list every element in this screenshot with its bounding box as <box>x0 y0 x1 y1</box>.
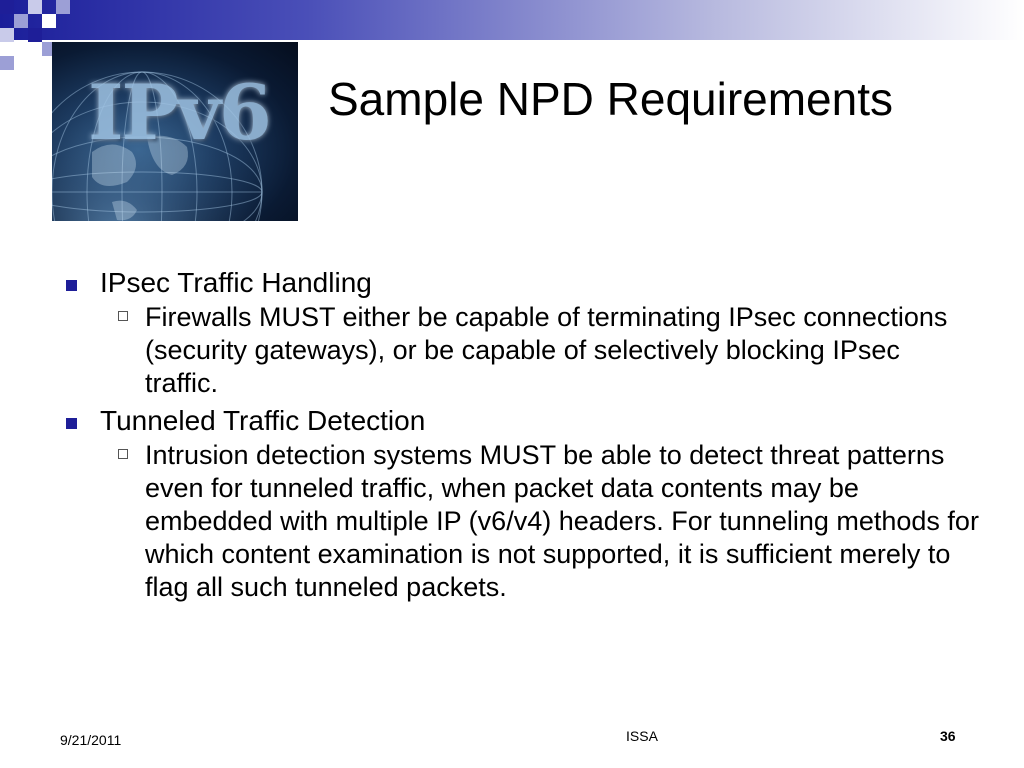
list-item <box>60 266 980 300</box>
header-gradient-band <box>0 0 1024 40</box>
footer-center-text: ISSA <box>626 728 658 744</box>
sub-list-item-text: Intrusion detection systems MUST be able to detect threat patterns even for tunneled traffic, when packet data contents may be embedded with multiple IP (v6/v4) headers. For tunneling methods for which content examination is not supported, it is sufficient merely to flag all such tunneled packets. <box>145 440 979 602</box>
corner-square <box>56 0 70 14</box>
corner-square <box>28 28 42 42</box>
corner-square <box>0 0 14 14</box>
square-bullet-icon <box>66 280 77 291</box>
ipv6-globe-logo <box>52 42 298 221</box>
corner-square <box>42 14 56 28</box>
list-item <box>60 404 980 438</box>
sub-list-item <box>60 439 980 604</box>
page-number: 36 <box>940 728 956 744</box>
hollow-square-bullet-icon <box>118 449 128 459</box>
page-title: Sample NPD Requirements <box>328 73 894 125</box>
corner-square <box>0 28 14 42</box>
hollow-square-bullet-icon <box>118 311 128 321</box>
corner-square <box>28 0 42 14</box>
footer-date: 9/21/2011 <box>60 732 122 748</box>
corner-square <box>14 14 28 28</box>
corner-square <box>0 56 14 70</box>
logo-wordmark: IPv6 <box>88 68 270 157</box>
list-item-label: IPsec Traffic Handling <box>100 267 372 298</box>
sub-list-item-text: Firewalls MUST either be capable of terminating IPsec connections (security gateways), or be capable of selectively blocking IPsec traffic. <box>145 302 948 398</box>
bullet-list <box>60 262 980 606</box>
square-bullet-icon <box>66 418 77 429</box>
sub-list-item <box>60 301 980 400</box>
corner-square <box>14 42 28 56</box>
list-item-label: Tunneled Traffic Detection <box>100 405 426 436</box>
